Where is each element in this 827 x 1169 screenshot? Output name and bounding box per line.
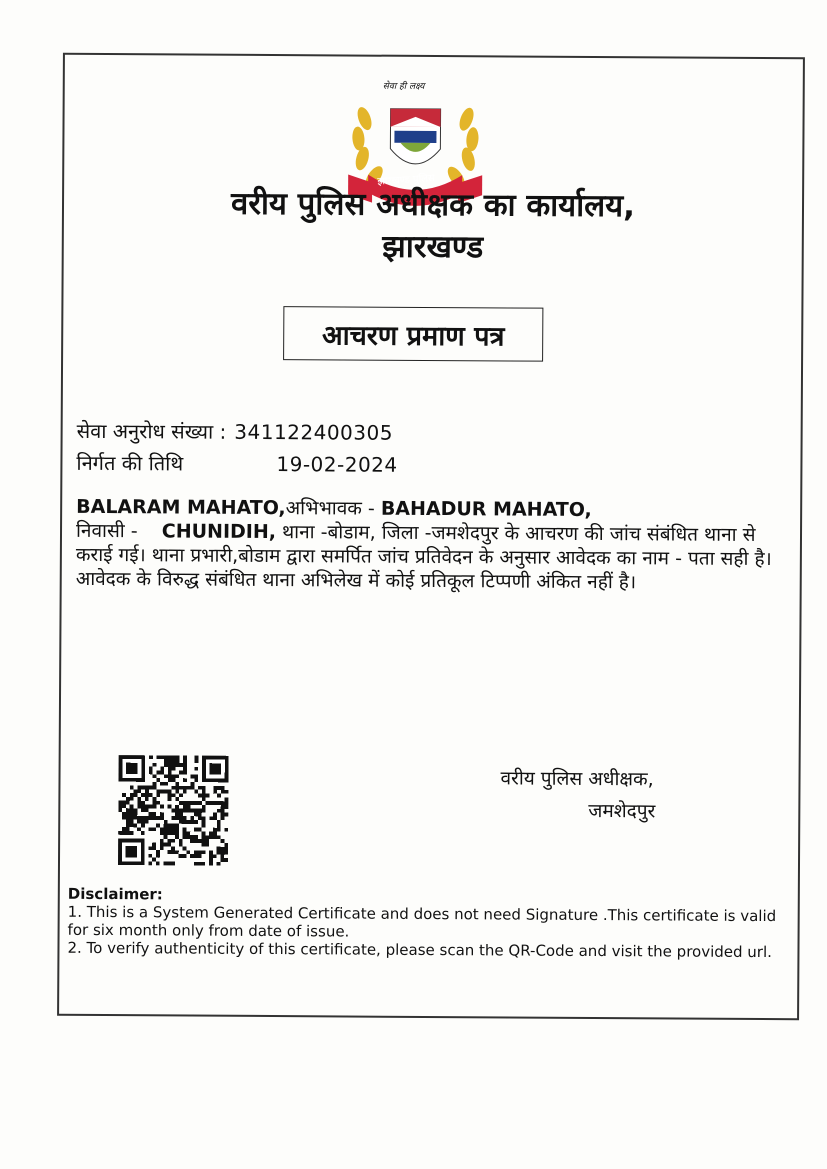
guardian-label: अभिभावक - xyxy=(285,497,381,520)
issue-date-label: निर्गत की तिथि xyxy=(76,450,184,476)
certificate-title: आचरण प्रमाण पत्र xyxy=(321,319,505,352)
request-row xyxy=(77,415,398,449)
verification-qr-code[interactable] xyxy=(118,755,229,866)
disclaimer-point-2: 2. To verify authenticity of this certificate, please scan the QR-Code and visit the provided url. xyxy=(67,938,772,962)
disclaimer-point-1: 1. This is a System Generated Certificate and does not need Signature .This certificate is valid for six month only from date of issue. xyxy=(67,902,777,941)
emblem-motto: सेवा ही लक्ष्य xyxy=(382,81,425,92)
village-name: CHUNIDIH, xyxy=(161,520,277,544)
body-text: थाना -बोडाम, जिला -जमशेदपुर के आचरण की जांच संबंधित थाना से कराई गई। थाना प्रभारी,बोडाम द्वारा समर्पित जांच प्रतिवेदन के अनुसार आवेदक का नाम - पता सही है। आवेदक के विरुद्ध संबंधित थाना अभिलेख में कोई प्रतिकूल टिप्पणी अंकित नहीं है। xyxy=(75,521,772,594)
emblem-ribbon-text: झारखण्ड पुलिस xyxy=(376,173,436,188)
certificate-title-box xyxy=(283,306,543,362)
issue-date-row xyxy=(76,447,397,481)
signatory-place: जमशेदपुर xyxy=(588,799,656,823)
office-line-2: झारखण्ड xyxy=(382,228,484,266)
office-line-1: वरीय पुलिस अधीक्षक का कार्यालय, xyxy=(230,185,636,225)
issue-date: 19-02-2024 xyxy=(276,452,398,477)
resident-label: निवासी - xyxy=(75,519,162,543)
disclaimer-block xyxy=(67,885,787,961)
request-label: सेवा अनुरोध संख्या : xyxy=(76,418,227,444)
guardian-name: BAHADUR MAHATO, xyxy=(380,497,592,521)
signatory-block xyxy=(500,762,655,827)
request-number: 341122400305 xyxy=(234,419,394,445)
applicant-name: BALARAM MAHATO, xyxy=(76,495,286,520)
office-title xyxy=(64,183,802,271)
signatory-designation: वरीय पुलिस अधीक्षक, xyxy=(500,767,654,791)
certificate-body xyxy=(76,495,787,595)
certificate-details xyxy=(76,415,398,481)
disclaimer-heading: Disclaimer: xyxy=(67,884,163,904)
certificate-frame xyxy=(57,53,805,1021)
